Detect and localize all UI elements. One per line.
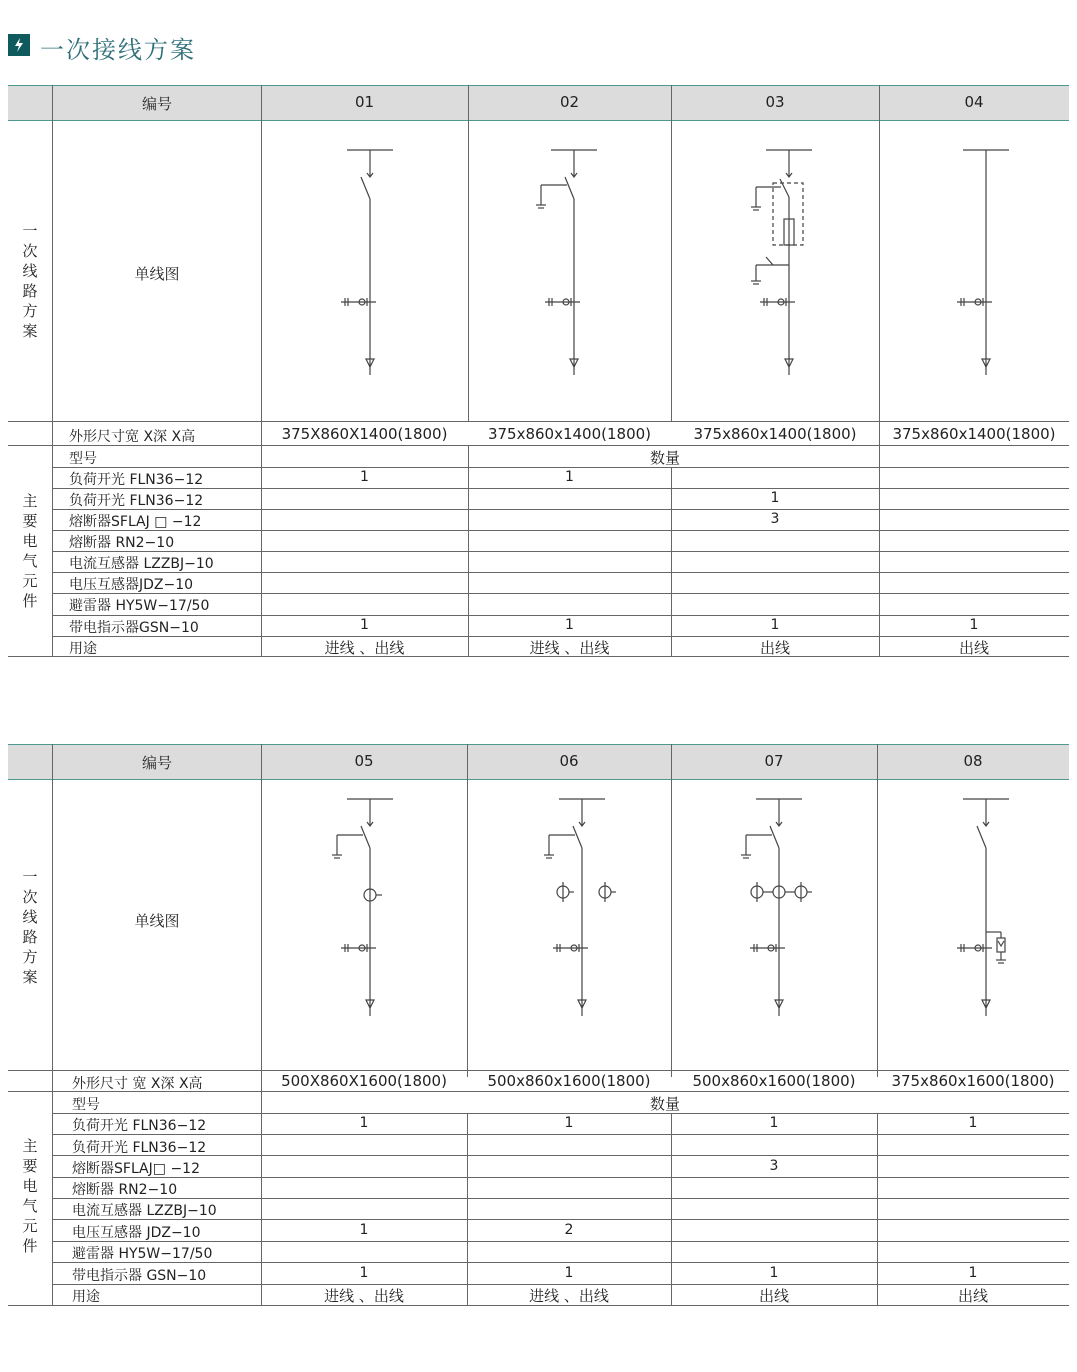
qty-cell: 1 [359,1115,369,1131]
diagram-08 [957,799,1009,1016]
qty-cell: 1 [770,490,780,506]
col-header: 08 [963,752,983,770]
component-label: 熔断器SFLAJ □ −12 [69,514,202,530]
dims-value: 375X860X1400(1800) [281,425,448,443]
diagram-07 [741,799,812,1016]
qty-cell: 1 [769,1265,779,1281]
model-label: 型号 [72,1097,100,1113]
qty-cell: 1 [770,617,780,633]
component-label: 熔断器 RN2−10 [72,1182,178,1198]
col-header: 01 [354,93,375,111]
model-label: 型号 [69,451,97,467]
diagram-04 [957,150,1009,375]
component-label: 熔断器 RN2−10 [69,535,175,551]
component-label: 带电指示器 GSN−10 [72,1268,207,1284]
qty-cell: 1 [968,1265,978,1281]
col-header: 04 [964,93,984,111]
qty-cell: 1 [565,617,574,633]
component-label: 带电指示器GSN−10 [69,620,199,636]
diagram-06 [544,799,616,1016]
diagram-05 [332,799,393,1016]
component-label: 避雷器 HY5W−17/50 [72,1246,213,1262]
component-label: 负荷开光 FLN36−12 [72,1140,207,1156]
use-value: 进线 、出线 [324,639,405,657]
qty-cell: 1 [968,1115,978,1131]
qty-cell: 3 [770,511,780,527]
col-header: 02 [559,93,580,111]
col-header: 07 [764,752,784,770]
component-label: 负荷开光 FLN36−12 [69,493,204,509]
qty-cell: 1 [969,617,979,633]
qty-cell: 1 [564,1115,574,1131]
col-header: 03 [765,93,785,111]
qty-cell: 2 [564,1222,574,1238]
component-label: 电压互感器 JDZ−10 [72,1225,201,1241]
use-value: 出线 [759,639,790,657]
quantity-label: 数量 [649,449,680,467]
component-label: 负荷开光 FLN36−12 [72,1118,207,1134]
section-title: 一次接线方案 [40,36,196,64]
diagram-02 [536,150,597,375]
use-value: 进线 、出线 [324,1287,404,1305]
dims-value: 375x860x1400(1800) [487,425,652,443]
qty-cell: 1 [360,469,369,485]
component-label: 电压互感器JDZ−10 [69,577,194,593]
single-line-diagrams-1 [261,121,1069,421]
number-header: 编号 [141,95,172,113]
side-label-circuit: 一次线路方案 [22,868,38,986]
use-value: 出线 [957,1287,988,1305]
qty-cell: 1 [359,1222,369,1238]
use-value: 进线 、出线 [529,1287,609,1305]
qty-cell: 3 [769,1158,779,1174]
dims-label: 外形尺寸 宽 X深 X高 [72,1076,203,1092]
component-label: 避雷器 HY5W−17/50 [69,598,210,614]
col-header: 05 [354,752,374,770]
col-header: 06 [559,752,579,770]
use-label: 用途 [69,641,97,657]
component-label: 电流互感器 LZZBJ−10 [69,556,214,572]
edit-icon [8,34,30,56]
dims-value: 500x860x1600(1800) [692,1072,856,1090]
dims-value: 375x860x1400(1800) [693,425,857,443]
diagram-01 [341,150,393,375]
side-label-circuit: 一次线路方案 [22,222,38,340]
single-line-diagrams-2 [261,780,1069,1070]
use-value: 出线 [958,639,989,657]
number-header: 编号 [141,754,172,772]
wiring-table-2 [8,744,1069,1306]
diagram-label: 单线图 [134,265,180,283]
dims-value: 500x860x1600(1800) [487,1072,651,1090]
qty-cell: 1 [769,1115,779,1131]
use-value: 进线 、出线 [529,639,610,657]
diagram-label: 单线图 [134,912,180,930]
qty-cell: 1 [359,1265,369,1281]
side-label-components: 主要电气元件 [22,492,38,610]
dims-value: 500X860X1600(1800) [281,1072,447,1090]
side-label-components: 主要电气元件 [22,1137,38,1255]
wiring-table-1 [8,85,1069,657]
use-value: 出线 [758,1287,789,1305]
dims-value: 375x860x1600(1800) [891,1072,1055,1090]
dims-label: 外形尺寸宽 X深 X高 [69,429,196,445]
component-label: 电流互感器 LZZBJ−10 [72,1203,217,1219]
qty-cell: 1 [564,1265,574,1281]
qty-cell: 1 [565,469,574,485]
component-label: 熔断器SFLAJ□ −12 [72,1161,200,1177]
diagram-03 [751,150,812,375]
qty-cell: 1 [360,617,369,633]
dims-value: 375x860x1400(1800) [892,425,1056,443]
component-label: 负荷开光 FLN36−12 [69,472,204,488]
use-label: 用途 [72,1289,100,1305]
quantity-label: 数量 [649,1095,680,1113]
